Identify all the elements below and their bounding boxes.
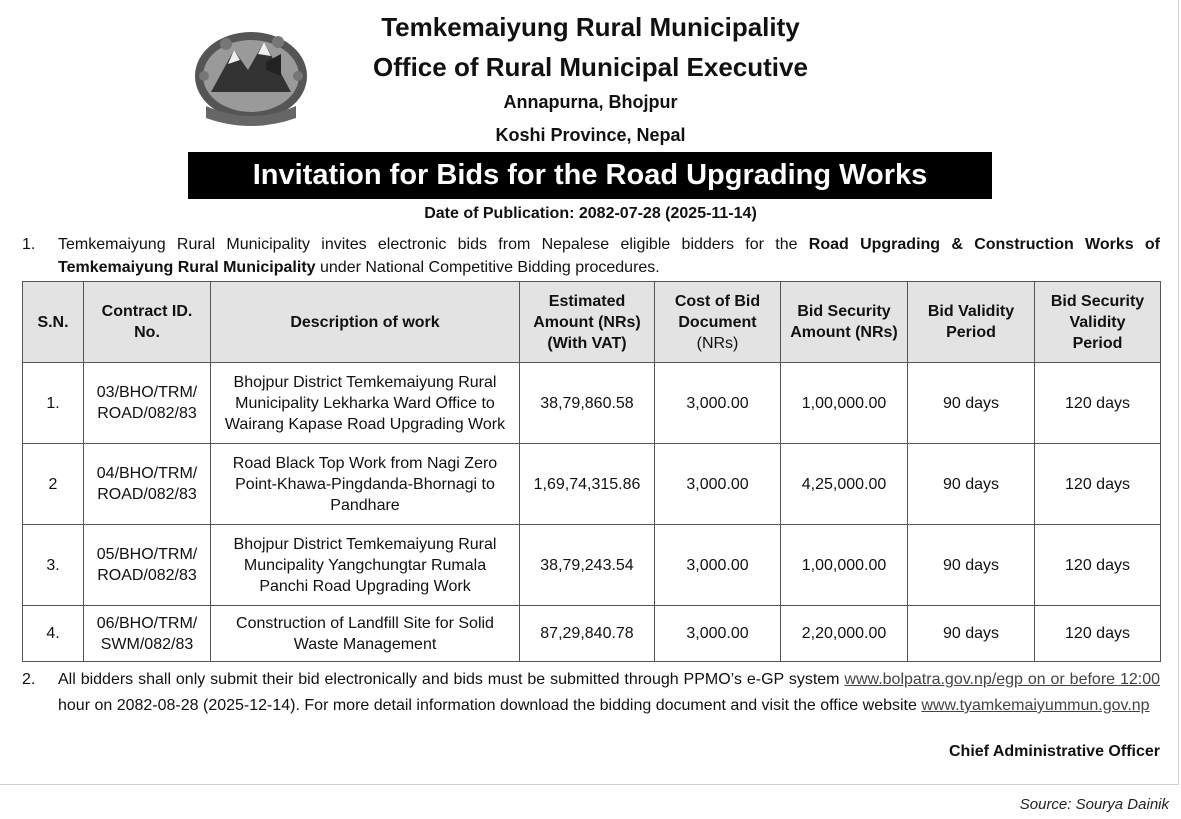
cell-cost: 3,000.00: [655, 444, 781, 525]
cell-description: Bhojpur District Temkemaiyung Rural Muncipality Yangchungtar Rumala Panchi Road Upgrading Work: [211, 525, 520, 606]
header-security-validity: Bid Security Validity Period: [1035, 282, 1161, 363]
header-bid-validity: Bid Validity Period: [908, 282, 1035, 363]
paragraph-1: [22, 233, 1160, 279]
cell-contract-id: 05/BHO/TRM/ ROAD/082/83: [84, 525, 211, 606]
cell-cost: 3,000.00: [655, 363, 781, 444]
cell-estimated: 38,79,860.58: [520, 363, 655, 444]
paragraph-text-part: under National Competitive Bidding procedures.: [315, 259, 660, 276]
cell-validity: 90 days: [908, 444, 1035, 525]
cell-security-validity: 120 days: [1035, 606, 1161, 662]
paragraph-text-part: All bidders shall only submit their bid electronically and bids must be submitted through PPMO’s e-GP system: [58, 671, 845, 688]
cell-estimated: 87,29,840.78: [520, 606, 655, 662]
paragraph-text-bold: Road Upgrading & Construction Works of Temkemaiyung Rural Municipality: [58, 236, 1161, 276]
table-row: [23, 606, 1161, 662]
header-contract-id: Contract ID. No.: [84, 282, 211, 363]
egp-link[interactable]: www.bolpatra.gov.np/egp on or before 12:00: [844, 671, 1160, 688]
header-sn: S.N.: [23, 282, 84, 363]
cell-security: 1,00,000.00: [781, 363, 908, 444]
cell-description: Bhojpur District Temkemaiyung Rural Municipality Lekharka Ward Office to Wairang Kapase Road Upgrading Work: [211, 363, 520, 444]
table-row: [23, 444, 1161, 525]
cell-security: 4,25,000.00: [781, 444, 908, 525]
paragraph-2: [22, 667, 1160, 719]
paragraph-text-part: Temkemaiyung Rural Municipality invites electronic bids from Nepalese eligible bidders for the: [58, 236, 809, 253]
cell-security: 2,20,000.00: [781, 606, 908, 662]
paragraph-text-part: hour on 2082-08-28 (2025-12-14). For more detail information download the bidding document and visit the office website: [58, 697, 922, 714]
cell-estimated: 1,69,74,315.86: [520, 444, 655, 525]
paragraph-text: [58, 667, 1160, 719]
table-header-row: [23, 282, 1161, 363]
header-estimated-amount: Estimated Amount (NRs) (With VAT): [520, 282, 655, 363]
office-province: Koshi Province, Nepal: [495, 125, 686, 145]
cell-security-validity: 120 days: [1035, 525, 1161, 606]
header-description: Description of work: [211, 282, 520, 363]
signature-title: Chief Administrative Officer: [948, 743, 1160, 760]
source-credit: Source: Sourya Dainik: [1019, 796, 1169, 813]
office-website-link[interactable]: www.tyamkemaiyummun.gov.np: [921, 697, 1150, 714]
cell-contract-id: 03/BHO/TRM/ ROAD/082/83: [84, 363, 211, 444]
cell-security-validity: 120 days: [1035, 363, 1161, 444]
bids-table: [22, 281, 1161, 662]
header-cost-of-bid: Cost of Bid Document (NRs): [655, 282, 781, 363]
cell-cost: 3,000.00: [655, 606, 781, 662]
cell-sn: 3.: [23, 525, 84, 606]
paragraph-number: 2.: [22, 671, 36, 688]
cell-description: Road Black Top Work from Nagi Zero Point-Khawa-Pingdanda-Bhornagi to Pandhare: [211, 444, 520, 525]
office-name: Office of Rural Municipal Executive: [373, 52, 808, 82]
cell-security: 1,00,000.00: [781, 525, 908, 606]
office-address: Annapurna, Bhojpur: [503, 92, 678, 112]
paragraph-number: 1.: [22, 236, 36, 253]
cell-sn: 4.: [23, 606, 84, 662]
cell-security-validity: 120 days: [1035, 444, 1161, 525]
cell-contract-id: 06/BHO/TRM/ SWM/082/83: [84, 606, 211, 662]
cell-contract-id: 04/BHO/TRM/ ROAD/082/83: [84, 444, 211, 525]
cell-validity: 90 days: [908, 606, 1035, 662]
table-row: [23, 363, 1161, 444]
cell-validity: 90 days: [908, 363, 1035, 444]
cell-sn: 2: [23, 444, 84, 525]
header-bid-security: Bid Security Amount (NRs): [781, 282, 908, 363]
notice-title: Invitation for Bids for the Road Upgrading Works: [188, 152, 992, 199]
cell-description: Construction of Landfill Site for Solid Waste Management: [211, 606, 520, 662]
cell-validity: 90 days: [908, 525, 1035, 606]
cell-sn: 1.: [23, 363, 84, 444]
table-row: [23, 525, 1161, 606]
publication-date: Date of Publication: 2082-07-28 (2025-11-14): [424, 205, 757, 222]
paragraph-text: [58, 233, 1160, 279]
cell-estimated: 38,79,243.54: [520, 525, 655, 606]
municipality-name: Temkemaiyung Rural Municipality: [381, 12, 800, 42]
cell-cost: 3,000.00: [655, 525, 781, 606]
